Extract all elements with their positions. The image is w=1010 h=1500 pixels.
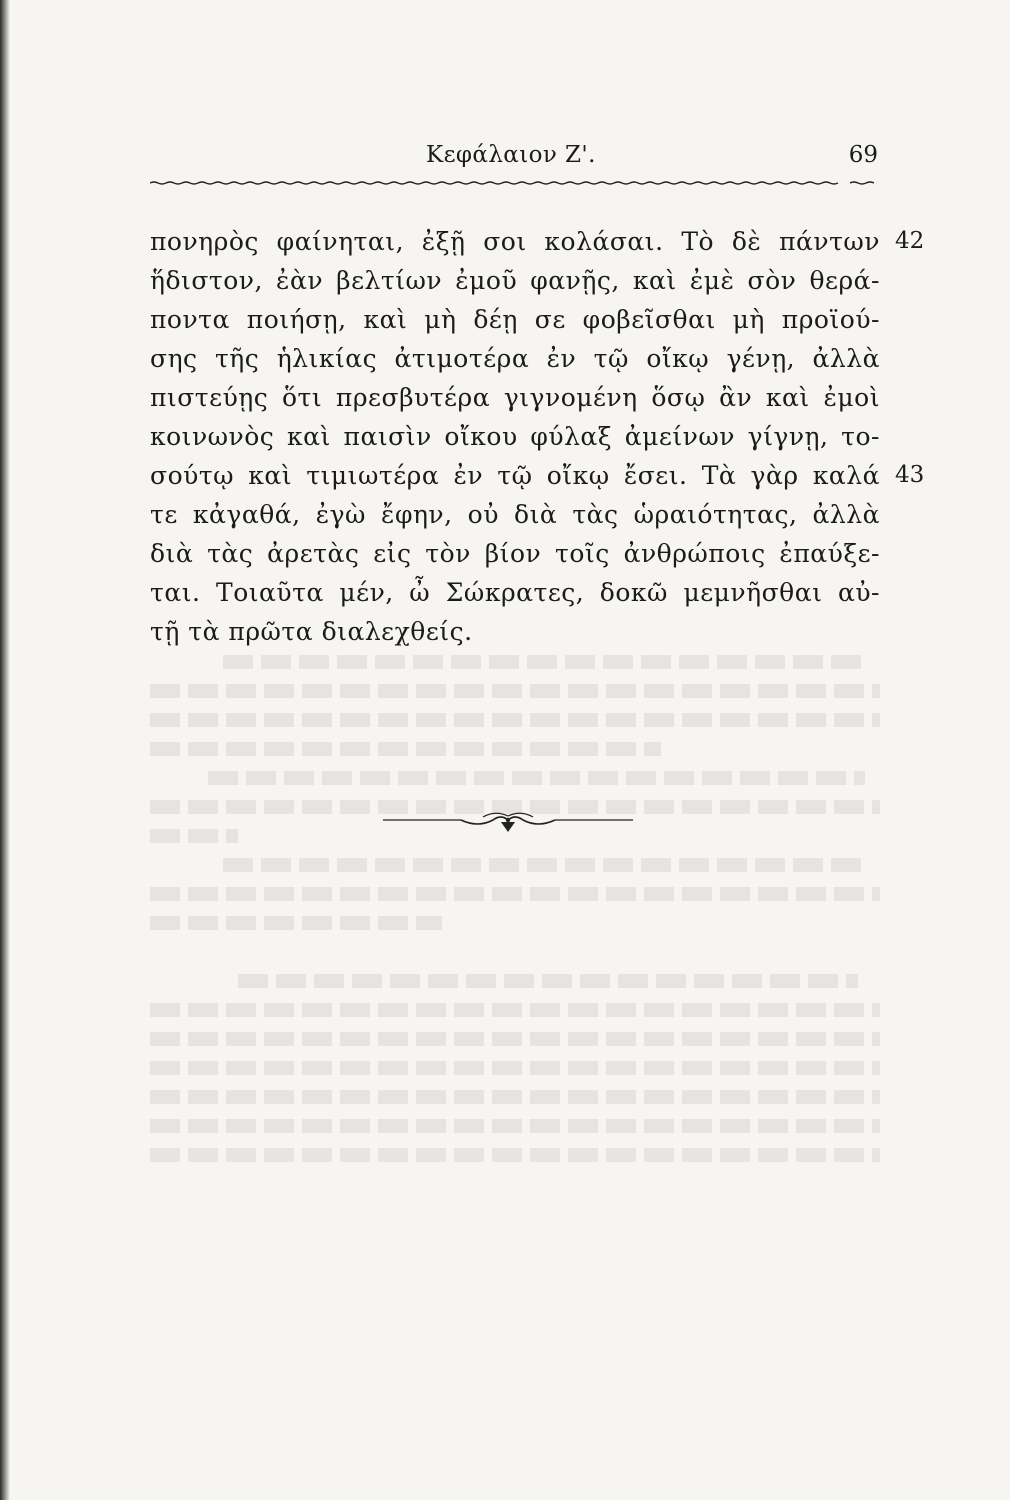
- header-rule: [150, 180, 878, 185]
- text-line: τῇ τὰ πρῶτα διαλεχθείς.: [150, 617, 473, 646]
- text-line: πονηρὸς φαίνηται, ἐξῇ σοι κολάσαι. Τὸ δὲ πάντων: [150, 227, 880, 256]
- page-binding-edge: [0, 0, 10, 1500]
- text-line: τε κἀγαθά, ἐγὼ ἔφην, οὐ διὰ τὰς ὡραιότητας, ἀλλὰ: [150, 500, 880, 529]
- text-line: ἥδιστον, ἐὰν βελτίων ἐμοῦ φανῇς, καὶ ἐμὲ σὸν θερά-: [150, 266, 880, 295]
- page-header: [150, 140, 878, 180]
- text-line: ποντα ποιήσῃ, καὶ μὴ δέῃ σε φοβεῖσθαι μὴ προϊού-: [150, 305, 880, 334]
- text-line: σούτῳ καὶ τιμιωτέρα ἐν τῷ οἴκῳ ἔσει. Τὰ γὰρ καλά: [150, 461, 880, 490]
- bleed-through-text: [150, 640, 880, 1400]
- text-line: ται. Τοιαῦτα μέν, ὦ Σώκρατες, δοκῶ μεμνῆσθαι αὐ-: [150, 578, 880, 607]
- running-title: Κεφάλαιον Ζ'.: [426, 142, 596, 168]
- text-line: σης τῆς ἡλικίας ἀτιμοτέρα ἐν τῷ οἴκῳ γένῃ, ἀλλὰ: [150, 344, 880, 373]
- text-line: πιστεύῃς ὅτι πρεσβυτέρα γιγνομένη ὅσῳ ἂν καὶ ἐμοὶ: [150, 383, 880, 412]
- text-line: διὰ τὰς ἀρετὰς εἰς τὸν βίον τοῖς ἀνθρώποις ἐπαύξε-: [150, 539, 880, 568]
- margin-section-number: 43: [895, 462, 925, 488]
- margin-section-number: 42: [895, 228, 925, 254]
- body-text: [150, 222, 880, 651]
- text-line: κοινωνὸς καὶ παισὶν οἴκου φύλαξ ἀμείνων γίγνῃ, το-: [150, 422, 880, 451]
- page-number: 69: [848, 142, 878, 168]
